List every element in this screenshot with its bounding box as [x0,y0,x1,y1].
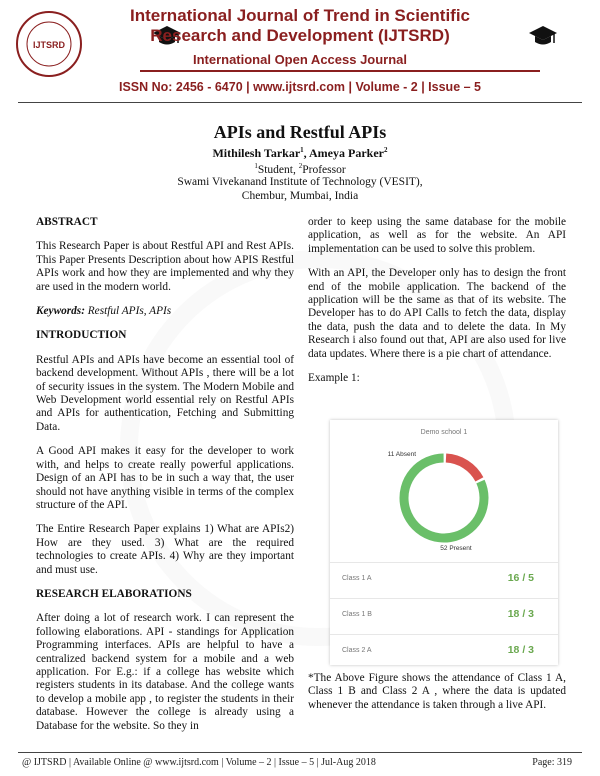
elaborations-paragraph: After doing a lot of research work. I can represent the following elaborations. API - standings for Application Programming interfaces. APIs are helpful to have a centralized backend system for a mobile and a web application. For E.g.: if a college has website which registers students in its database. And the college wants to develop a mobile app , to register the students in their database. However the college is already using a Database for the website. So they in [36,612,294,732]
location: Chembur, Mumbai, India [241,190,359,202]
introduction-heading: INTRODUCTION [36,329,127,342]
class-attendance: 18 / 3 [507,644,534,656]
slice-label-present: 52 Present [440,545,472,552]
left-column [36,216,294,744]
intro-paragraph: A Good API makes it easy for the developer to work with, and helps to create really powerful applications. Design of an API has to be in such a way that, the user should not have anything visible in terms of the complex structure of the API. [36,445,294,511]
page-number: Page: 319 [532,757,572,768]
class-name: Class 1 A [342,575,372,582]
chart-title: Demo school 1 [420,429,468,436]
journal-subtitle: International Open Access Journal [192,52,408,67]
institution: Swami Vivekanand Institute of Technology (VESIT), [177,176,423,188]
issn-line: ISSN No: 2456 - 6470 | www.ijtsrd.com | Volume - 2 | Issue – 5 [118,80,481,94]
abstract-heading: ABSTRACT [36,216,98,228]
example-label: Example 1: [308,372,360,385]
header-divider [140,70,540,72]
body-paragraph: order to keep using the same database for the mobile application, as well as for the website. An API implementation can be used to solve this problem. [308,216,566,255]
seal-text: IJTSRD [32,40,66,50]
class-row [330,562,558,601]
pie-slice-absent [446,458,479,479]
intro-paragraph: The Entire Research Paper explains 1) What are APIs2) How are they used. 3) What are the required technologies to create APIs. 4) Why are they important and must use. [36,523,294,576]
figure-caption: *The Above Figure shows the attendance of Class 1 A, Class 1 B and Class 2 A , where the data is updated whenever the attendance is taken through a live API. [308,672,566,711]
class-name: Class 1 B [342,611,372,618]
footer-rule [18,752,582,753]
attendance-figure [330,420,558,665]
class-name: Class 2 A [342,647,372,654]
journal-title: International Journal of Trend in Scientific Research and Development (IJTSRD) [129,6,471,45]
donut-chart [330,420,558,560]
author-roles: $^1$Student, $^2$Professor [254,162,346,176]
header-rule [18,102,582,103]
intro-paragraph: Restful APIs and APIs have become an essential tool of backend development. Without APIs , there will be a lot of security issues in the system. The Modern Mobile and Web Development world essential rely on Restful APIs and APIs for authentication, Fetching and Submitting Data. [36,353,294,433]
elaborations-heading: RESEARCH ELABORATIONS [36,587,192,600]
class-attendance: 18 / 3 [507,608,534,620]
class-row [330,598,558,637]
authors: Mithilesh Tarkar$^1$, Ameya Parker$^2$ [212,146,388,160]
class-attendance: 16 / 5 [507,572,534,584]
slice-label-absent: 11 Absent [387,451,416,458]
keywords: Keywords: Restful APIs, APIs [36,305,172,318]
class-row [330,634,558,673]
footer-text: @ IJTSRD | Available Online @ www.ijtsrd.com | Volume – 2 | Issue – 5 | Jul-Aug 2018 [22,757,376,768]
paper-title: APIs and Restful APIs [213,122,387,142]
right-column [308,216,566,396]
abstract-text: This Research Paper is about Restful API and Rest APIs. This Paper Presents Description about how APIS Restful APIs work and how they are implemented and why they are used in the modern world. [36,240,294,293]
body-paragraph: With an API, the Developer only has to design the front end of the mobile application. The backend of the application will be the same as that of its website. The Developer has to do API Calls to fetch the data, display the data, push the data and to delete the data. In My Research i also found out that, API are also used for live data updates. Where there is a pie chart of attendance. [308,267,566,360]
